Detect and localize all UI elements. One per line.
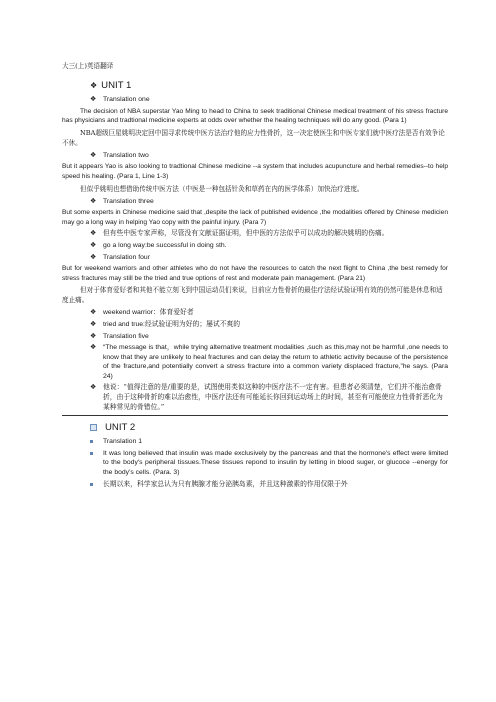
square-bullet-icon	[90, 437, 103, 447]
unit1-t3-label: ❖ Translation three	[90, 197, 154, 205]
unit1-t4-note2: ❖ tried and true:经试验证明为好的；屡试不爽的	[90, 320, 241, 328]
unit1-t2-cn: 但似乎姚明也想借助传统中医方法（中医是一种包括针灸和草药在内的医学体系）加快治疗进度。	[80, 184, 364, 193]
unit1-t2-label: ❖ Translation two	[90, 151, 149, 159]
square-bullet-icon	[90, 424, 97, 431]
unit1-t3-note: ❖ go a long way:be successful in doing sth.	[90, 241, 227, 249]
diamond-bullet-icon: ❖	[90, 81, 98, 90]
unit1-t4-note1: ❖ weekend warrior：体育爱好者	[90, 309, 194, 317]
unit1-t5-en: ❖ “The message is that，while trying alternative treatment modalities ,such as this,may not be harmful ,one needs to know that they are unlikely to heal fractures and can delay the return to athletic activity because of the persistence of the fracture,and potentially convert a stress fracture into a common variety displaced fracture,”he says. (Para 24)	[90, 344, 448, 380]
unit1-t1-label: ❖ Translation one	[90, 96, 150, 103]
unit2-heading	[90, 422, 448, 433]
diamond-bullet-icon: ❖	[90, 384, 97, 392]
section-divider	[62, 415, 448, 416]
unit2-heading-text: UNIT 2	[105, 422, 136, 434]
unit1-t4-en: But for weekend warriors and other athletes who do not have the resources to catch the next flight to China ,the best remedy for stress fractures may still be the tried and true options of rest and moderate pain management. (Para 21)	[62, 265, 448, 282]
diamond-bullet-icon: ❖	[90, 197, 97, 205]
unit1-t1-cn: NBA超级巨星姚明决定回中国寻求传统中医方法治疗他的应力性骨折，这一决定使医生和中医专家们就中医疗法是否有效争论不休。	[62, 128, 445, 147]
unit1-t4-cn: 但对于体育爱好者和其他不能立刻飞到中国运动员们来说，目前应力性骨折的最佳疗法经试验证明有效的仍然可能是休息和适度止痛。	[62, 286, 443, 305]
diamond-bullet-icon: ❖	[90, 344, 97, 352]
unit2-t1-label: Translation 1	[90, 437, 448, 447]
unit1-heading-text: UNIT 1	[101, 80, 132, 91]
unit1-t3-cn: ❖ 但有些中医专家声称，尽管没有文献证据证明，但中医的方法似乎可以成功的解决姚明的伤痛。	[90, 229, 389, 238]
diamond-bullet-icon: ❖	[90, 230, 97, 238]
diamond-bullet-icon: ❖	[90, 151, 97, 159]
square-bullet-icon	[90, 480, 103, 490]
unit1-t5-label: ❖ Translation five	[90, 332, 149, 340]
document-title: 大三(上)英语翻译	[62, 62, 114, 70]
diamond-bullet-icon: ❖	[90, 332, 97, 340]
diamond-bullet-icon: ❖	[90, 253, 97, 261]
unit1-heading	[90, 80, 448, 91]
diamond-bullet-icon: ❖	[90, 241, 97, 249]
diamond-bullet-icon: ❖	[90, 96, 97, 103]
unit2-t1-en: It was long believed that insulin was made exclusively by the pancreas and that the hormone's effect were limited to the body's peripheral tissues.These tissues repond to insulin by letting in blood suger, or glucoce --energy for the body's cells. (Para. 3)	[90, 449, 448, 478]
unit2-t1-cn: 长期以来，科学家总认为只有胰腺才能分泌胰岛素，并且这种激素的作用仅限于外	[90, 480, 448, 490]
unit1-t4-label: ❖ Translation four	[90, 253, 150, 261]
unit1-t2-en: But it appears Yao is also looking to tradtional Chinese medicine --a system that includes acupuncture and herbal remedies--to help speed his healing. (Para 1, Line 1-3)	[62, 163, 448, 180]
square-bullet-icon	[90, 449, 103, 478]
diamond-bullet-icon: ❖	[90, 309, 97, 317]
diamond-bullet-icon: ❖	[90, 320, 97, 328]
unit1-t5-cn: ❖ 他说：“值得注意的是/重要的是，试图使用类似这种的中医疗法不一定有害。但患者必须清楚，它们并不能治愈骨折，由于这种骨折的难以治愈性，中医疗法还有可能延长你回到运动场上的时间，甚至有可能使应力性骨折恶化为某种常见的骨错位。”	[90, 383, 443, 411]
unit1-t3-en: But some experts in Chinese medicine said that ,despite the lack of published evidence ,the modalities offered by Chinese medicien may go a long way in helping Yao copy with the painful injury. (Para 7)	[62, 209, 448, 226]
unit1-t1-en: The decision of NBA superstar Yao Ming to head to China to seek traditional Chinese medical treatment of his stress fracture has physicians and tradtional medicine experts at odds over whether the healing techniques will do any good. (Para 1)	[62, 107, 448, 125]
